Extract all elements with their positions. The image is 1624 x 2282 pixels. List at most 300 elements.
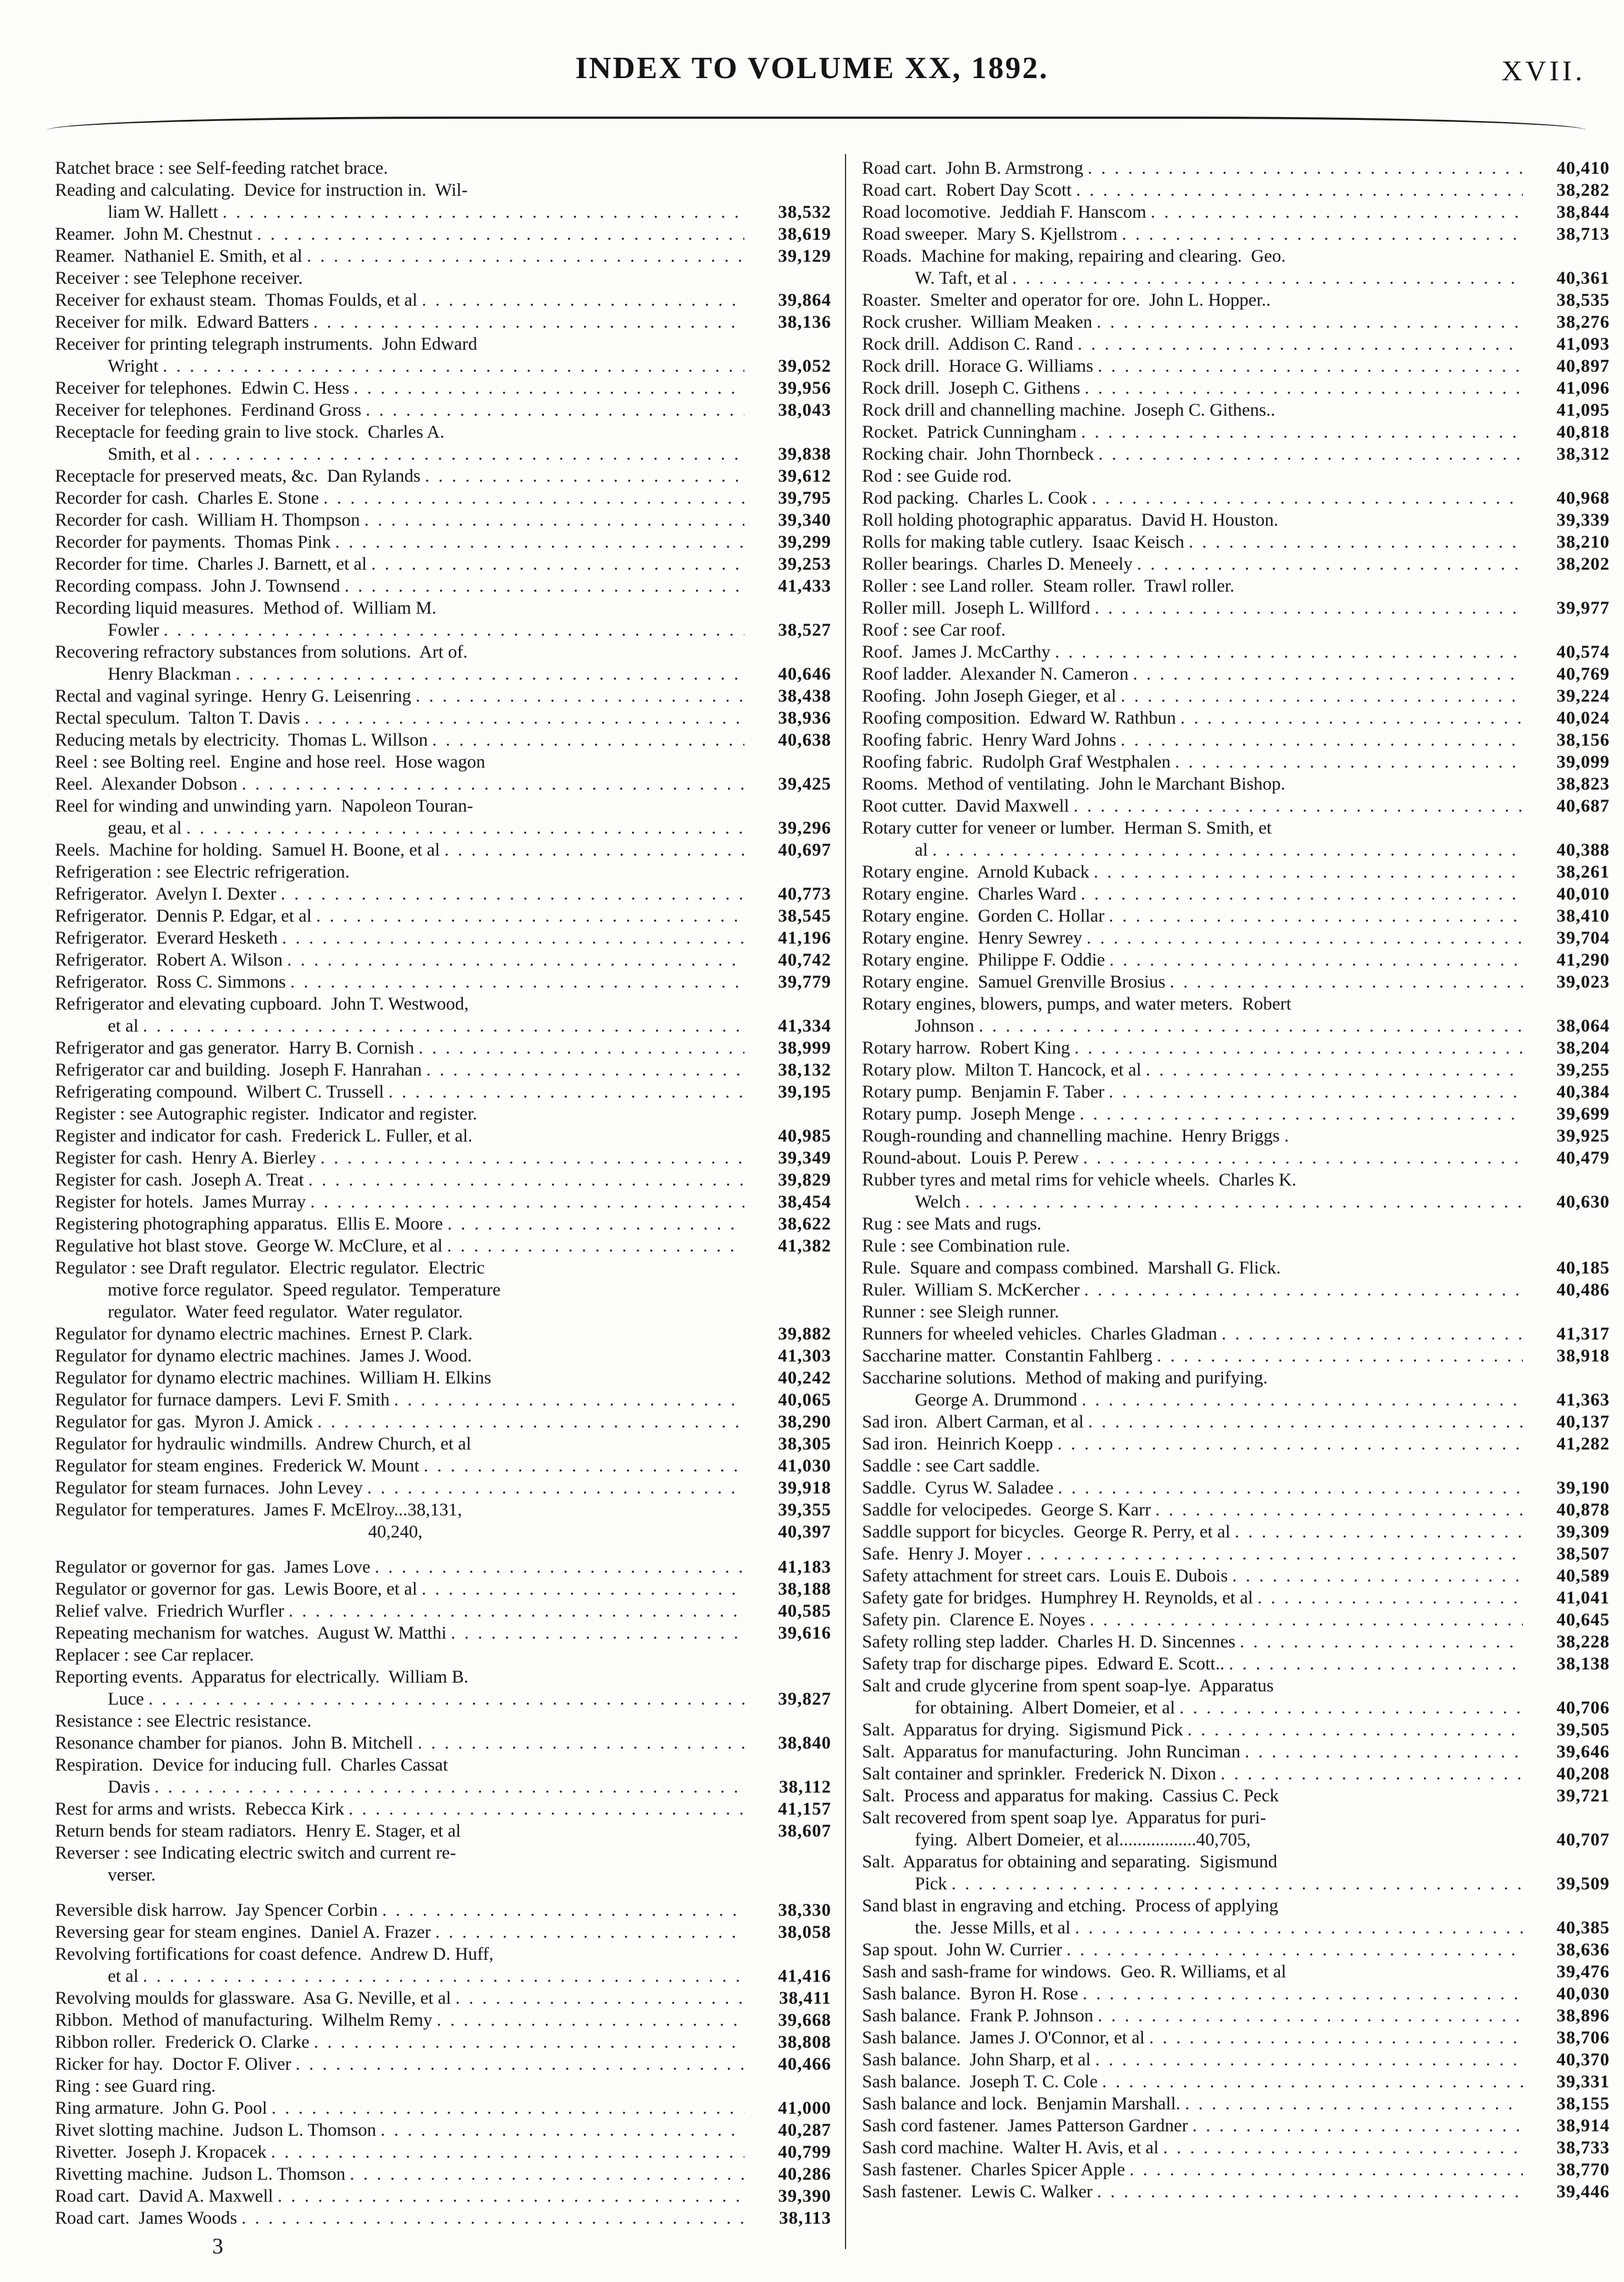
patent-number: 41,096: [1556, 378, 1610, 398]
dot-leader: [1228, 1565, 1523, 1587]
index-entry: [862, 509, 1610, 531]
dot-leader: [144, 1688, 744, 1710]
dot-leader: [1146, 201, 1523, 223]
patent-number: 40,630: [1556, 1192, 1610, 1212]
dot-leader: [1133, 553, 1523, 575]
patent-number: 40,799: [778, 2142, 831, 2162]
patent-number: 38,064: [1556, 1016, 1610, 1036]
index-entry: [55, 1666, 831, 1688]
dot-leader: [1170, 751, 1523, 773]
dot-leader: [443, 1235, 744, 1257]
patent-number: 39,476: [1556, 1962, 1610, 1982]
entry-text: Sash fastener. Lewis C. Walker: [862, 2182, 1093, 2202]
patent-number: 40,897: [1556, 356, 1610, 376]
index-entry: [862, 685, 1610, 707]
entry-text: Rolls for making table cutlery. Isaac Keisch: [862, 532, 1185, 552]
entry-text: Rocking chair. John Thornbeck: [862, 444, 1094, 464]
entry-text: the. Jesse Mills, et al: [915, 1918, 1071, 1938]
index-entry: [55, 1710, 831, 1732]
dot-leader: [1082, 927, 1523, 949]
dot-leader: [443, 1213, 744, 1235]
entry-text: fying. Albert Domeier, et al.................40,705,: [915, 1830, 1251, 1850]
dot-leader: [1083, 157, 1523, 179]
index-entry: [862, 729, 1610, 751]
dot-leader: [306, 1191, 744, 1213]
patent-number: 38,840: [778, 1733, 831, 1753]
dot-leader: [316, 1147, 744, 1169]
index-entry: [862, 1323, 1610, 1345]
dot-leader: [1051, 641, 1523, 663]
dot-leader: [1116, 685, 1523, 707]
dot-leader: [1080, 377, 1523, 399]
index-entry: [55, 157, 831, 179]
dot-leader: [363, 1477, 744, 1499]
entry-text: Rotary pump. Benjamin F. Taber: [862, 1082, 1104, 1102]
patent-number: 39,099: [1556, 752, 1610, 772]
entry-text: 40,240,: [368, 1522, 423, 1542]
dot-leader: [414, 1037, 744, 1059]
entry-text: Relief valve. Friedrich Wurfler: [55, 1601, 284, 1621]
dot-leader: [349, 377, 744, 399]
patent-number: 39,355: [778, 1500, 831, 1520]
dot-leader: [182, 817, 744, 839]
index-entry: [862, 597, 1610, 619]
patent-number: 39,829: [778, 1170, 831, 1190]
index-entry: [55, 1578, 831, 1600]
entry-text: Regulator for gas. Myron J. Amick: [55, 1412, 313, 1432]
dot-leader: [413, 1732, 744, 1754]
index-entry: [862, 2071, 1610, 2093]
index-entry: [862, 1807, 1610, 1829]
index-entry: [55, 1921, 831, 1943]
dot-leader: [1184, 531, 1523, 553]
index-entry: [862, 157, 1610, 179]
index-entry: [862, 1235, 1610, 1257]
index-entry: [862, 2005, 1610, 2027]
index-entry: [55, 993, 831, 1015]
entry-text: Register : see Autographic register. Indicator and register.: [55, 1104, 477, 1124]
entry-text: Road cart. David A. Maxwell: [55, 2186, 273, 2206]
entry-text: Roaster. Smelter and operator for ore. John L. Hopper..: [862, 290, 1271, 310]
patent-number: 39,646: [1556, 1742, 1610, 1762]
patent-number: 38,058: [778, 1922, 831, 1942]
entry-text: for obtaining. Albert Domeier, et al: [915, 1698, 1175, 1718]
index-entry: [55, 685, 831, 707]
dot-leader: [237, 773, 744, 795]
entry-text: Rotary engine. Charles Ward: [862, 884, 1076, 904]
dot-leader: [1085, 1609, 1523, 1631]
index-entry: [862, 773, 1610, 795]
patent-number: 38,770: [1556, 2160, 1610, 2180]
entry-text: et al: [108, 1966, 139, 1986]
patent-number: 38,619: [778, 224, 831, 244]
patent-number: 40,030: [1556, 1984, 1610, 2004]
patent-number: 39,838: [778, 444, 831, 464]
patent-number: 38,607: [778, 1821, 831, 1841]
index-entry: [55, 465, 831, 487]
patent-number: 41,282: [1556, 1434, 1610, 1454]
entry-text: Roof ladder. Alexander N. Cameron: [862, 664, 1129, 684]
dot-leader: [1098, 2071, 1523, 2093]
index-entry: [862, 1785, 1610, 1807]
index-entry: [55, 289, 831, 311]
dot-leader: [1080, 1279, 1523, 1301]
patent-number: 40,242: [778, 1368, 831, 1388]
index-entry: [862, 2049, 1610, 2071]
index-entry: [862, 1851, 1610, 1873]
entry-text: Ring armature. John G. Pool: [55, 2098, 267, 2118]
index-entry: [55, 2207, 831, 2229]
patent-number: 41,363: [1556, 1390, 1610, 1410]
dot-leader: [191, 443, 744, 465]
dot-leader: [1089, 861, 1523, 883]
dot-leader: [237, 2207, 744, 2229]
entry-text: Johnson: [915, 1016, 975, 1036]
index-entry: [862, 1433, 1610, 1455]
entry-text: Rule : see Combination rule.: [862, 1236, 1070, 1256]
patent-number: 40,137: [1556, 1412, 1610, 1432]
dot-leader: [309, 311, 744, 333]
dot-leader: [974, 1015, 1523, 1037]
patent-number: 40,024: [1556, 708, 1610, 728]
index-entry: [55, 201, 831, 223]
dot-leader: [1224, 1653, 1523, 1675]
patent-number: 38,228: [1556, 1632, 1610, 1652]
dot-leader: [1093, 355, 1523, 377]
index-entry: [862, 1389, 1610, 1411]
index-entry: [55, 2053, 831, 2075]
patent-number: 39,255: [1556, 1060, 1610, 1080]
patent-number: 41,183: [778, 1557, 831, 1577]
patent-number: 41,303: [778, 1346, 831, 1366]
index-entry: [862, 707, 1610, 729]
index-entry: [55, 1732, 831, 1754]
entry-text: Rotary pump. Joseph Menge: [862, 1104, 1075, 1124]
index-entry: [862, 751, 1610, 773]
entry-text: Sad iron. Albert Carman, et al: [862, 1412, 1084, 1432]
entry-text: Regulator : see Draft regulator. Electric regulator. Electric: [55, 1258, 485, 1278]
index-entry: [55, 1798, 831, 1820]
index-entry: [862, 355, 1610, 377]
entry-text: Reverser : see Indicating electric switch and current re-: [55, 1843, 456, 1863]
patent-number: 40,466: [778, 2054, 831, 2074]
entry-text: Rotary plow. Milton T. Hancock, et al: [862, 1060, 1142, 1080]
entry-text: Welch: [915, 1192, 961, 1212]
patent-number: 38,636: [1556, 1940, 1610, 1960]
index-entry: [55, 421, 831, 443]
patent-number: 41,041: [1556, 1588, 1610, 1608]
patent-number: 41,157: [778, 1799, 831, 1819]
dot-leader: [947, 1873, 1523, 1895]
patent-number: 40,385: [1556, 1918, 1610, 1938]
entry-text: Rock drill. Addison C. Rand: [862, 334, 1074, 354]
patent-number: 40,574: [1556, 642, 1610, 662]
patent-number: 40,486: [1556, 1280, 1610, 1300]
entry-text: Sash balance and lock. Benjamin Marshall.: [862, 2094, 1181, 2114]
index-entry: [862, 531, 1610, 553]
index-entry: [55, 773, 831, 795]
entry-text: Revolving moulds for glassware. Asa G. Neville, et al: [55, 1988, 451, 2008]
index-entry: [55, 311, 831, 333]
index-entry: [862, 1565, 1610, 1587]
entry-text: Saddle. Cyrus W. Saladee: [862, 1478, 1054, 1498]
patent-number: 40,638: [778, 730, 831, 750]
index-entry: [55, 817, 831, 839]
index-entry: [55, 2119, 831, 2141]
patent-number: 40,707: [1556, 1830, 1610, 1850]
patent-number: 39,509: [1556, 1874, 1610, 1894]
dot-leader: [300, 707, 744, 729]
entry-text: Pick: [915, 1874, 947, 1894]
entry-text: Roll holding photographic apparatus. David H. Houston.: [862, 510, 1279, 530]
patent-number: 38,204: [1556, 1038, 1610, 1058]
entry-text: Rocket. Patrick Cunningham: [862, 422, 1077, 442]
index-entry: [55, 333, 831, 355]
dot-leader: [1216, 1763, 1523, 1785]
dot-leader: [361, 399, 744, 421]
index-entry: [55, 707, 831, 729]
entry-text: Regulator or governor for gas. Lewis Boore, et al: [55, 1579, 417, 1599]
entry-text: Roofing. John Joseph Gieger, et al: [862, 686, 1117, 706]
entry-text: Road locomotive. Jeddiah F. Hanscom: [862, 202, 1147, 222]
index-entry: [55, 663, 831, 685]
entry-text: Reel for winding and unwinding yarn. Napoleon Touran-: [55, 796, 473, 816]
dot-leader: [344, 1798, 744, 1820]
patent-number: 39,023: [1556, 972, 1610, 992]
entry-text: Ribbon. Method of manufacturing. Wilhelm Remy: [55, 2010, 433, 2030]
entry-text: Regulator for steam furnaces. John Levey: [55, 1478, 363, 1498]
dot-leader: [231, 663, 744, 685]
patent-number: 38,138: [1556, 1654, 1610, 1674]
entry-text: Wright: [108, 356, 159, 376]
index-entry: [55, 1367, 831, 1389]
patent-number: 38,202: [1556, 554, 1610, 574]
index-entry: [862, 2137, 1610, 2159]
dot-leader: [218, 201, 744, 223]
index-entry: [55, 2009, 831, 2031]
index-entry: [55, 1556, 831, 1578]
dot-leader: [1092, 311, 1523, 333]
patent-number: 38,132: [778, 1060, 831, 1080]
patent-number: 38,043: [778, 400, 831, 420]
dot-leader: [312, 905, 744, 927]
dot-leader: [340, 575, 744, 597]
dot-leader: [1075, 1103, 1523, 1125]
entry-text: Reel : see Bolting reel. Engine and hose reel. Hose wagon: [55, 752, 485, 772]
entry-text: Recording compass. John J. Townsend: [55, 576, 340, 596]
entry-text: Rock drill. Horace G. Williams: [862, 356, 1093, 376]
dot-leader: [446, 1622, 744, 1644]
index-entry: [55, 1842, 831, 1864]
patent-number: 39,339: [1556, 510, 1610, 530]
patent-number: 39,977: [1556, 598, 1610, 618]
index-entry: [862, 465, 1610, 487]
index-entry: [55, 1081, 831, 1103]
patent-number: 39,721: [1556, 1786, 1610, 1806]
entry-text: W. Taft, et al: [915, 268, 1008, 288]
entry-text: Smith, et al: [108, 444, 191, 464]
index-entry: [862, 905, 1610, 927]
index-entry: [55, 377, 831, 399]
index-entry: [55, 839, 831, 861]
entry-text: Ricker for hay. Doctor F. Oliver: [55, 2054, 291, 2074]
page-number: XVII.: [1501, 56, 1586, 87]
patent-number: 40,397: [778, 1522, 831, 1542]
patent-number: 38,155: [1556, 2094, 1610, 2114]
entry-text: Davis: [108, 1777, 150, 1797]
entry-text: Sash balance. Byron H. Rose: [862, 1984, 1079, 2004]
index-entry: [55, 1987, 831, 2009]
entry-text: Rotary engine. Philippe F. Oddie: [862, 950, 1105, 970]
patent-number: 39,253: [778, 554, 831, 574]
dot-leader: [1090, 597, 1523, 619]
index-entry: [55, 509, 831, 531]
patent-number: 39,699: [1556, 1104, 1610, 1124]
index-entry: [862, 663, 1610, 685]
dot-leader: [421, 465, 744, 487]
patent-number: 40,769: [1556, 664, 1610, 684]
entry-text: Recovering refractory substances from solutions. Art of.: [55, 642, 468, 662]
index-entry: [862, 421, 1610, 443]
index-entry: [55, 1125, 831, 1147]
patent-number: 39,129: [778, 246, 831, 266]
index-entry: [862, 1917, 1610, 1939]
patent-number: 38,896: [1556, 2006, 1610, 2026]
patent-number: 41,030: [778, 1456, 831, 1476]
entry-text: Rug : see Mats and rugs.: [862, 1214, 1042, 1234]
patent-number: 41,095: [1556, 400, 1610, 420]
index-entry: [55, 1899, 831, 1921]
patent-number: 38,914: [1556, 2116, 1610, 2136]
patent-number: 41,433: [778, 576, 831, 596]
entry-text: Rotary engine. Gorden C. Hollar: [862, 906, 1104, 926]
entry-text: Fowler: [108, 620, 159, 640]
dot-leader: [1118, 223, 1523, 245]
dot-leader: [1230, 1521, 1523, 1543]
entry-text: Receiver : see Telephone receiver.: [55, 268, 303, 288]
dot-leader: [1152, 1345, 1523, 1367]
entry-text: Rest for arms and wrists. Rebecca Kirk: [55, 1799, 345, 1819]
patent-number: 39,779: [778, 972, 831, 992]
index-entry: [862, 223, 1610, 245]
patent-number: 38,527: [778, 620, 831, 640]
index-entry: [862, 2181, 1610, 2203]
entry-text: Rotary engines, blowers, pumps, and water meters. Robert: [862, 994, 1291, 1014]
index-entry: [862, 641, 1610, 663]
index-entry: [55, 1820, 831, 1842]
index-entry: [55, 1455, 831, 1477]
dot-leader: [376, 2119, 744, 2141]
index-entry: [55, 641, 831, 663]
dot-leader: [411, 685, 744, 707]
index-entry: [55, 1688, 831, 1710]
dot-leader: [1145, 2027, 1523, 2049]
patent-number: 38,438: [778, 686, 831, 706]
index-entry: [862, 1543, 1610, 1565]
index-entry: [862, 1829, 1610, 1851]
dot-leader: [1176, 707, 1523, 729]
entry-text: Reporting events. Apparatus for electrically. William B.: [55, 1667, 468, 1687]
dot-leader: [313, 1411, 744, 1433]
entry-text: Receiver for telephones. Edwin C. Hess: [55, 378, 350, 398]
patent-number: 38,936: [778, 708, 831, 728]
entry-text: Receiver for milk. Edward Batters: [55, 312, 309, 332]
entry-text: Reamer. John M. Chestnut: [55, 224, 253, 244]
index-entry: [55, 1477, 831, 1499]
index-entry: [55, 2163, 831, 2185]
patent-number: 40,697: [778, 840, 831, 860]
index-entry: [862, 1961, 1610, 1983]
index-entry: [55, 949, 831, 971]
entry-text: Ring : see Guard ring.: [55, 2076, 216, 2096]
index-entry: [55, 1169, 831, 1191]
patent-number: 39,612: [778, 466, 831, 486]
dot-leader: [1053, 1477, 1523, 1499]
index-entry: [862, 949, 1610, 971]
patent-number: 39,918: [778, 1478, 831, 1498]
index-entry: [862, 1741, 1610, 1763]
entry-text: Rock crusher. William Meaken: [862, 312, 1092, 332]
dot-leader: [1151, 1499, 1523, 1521]
patent-number: 38,305: [778, 1434, 831, 1454]
patent-number: 40,388: [1556, 840, 1610, 860]
entry-text: Henry Blackman: [108, 664, 231, 684]
patent-number: 39,340: [778, 510, 831, 530]
entry-text: Road cart. Robert Day Scott: [862, 180, 1072, 200]
dot-leader: [278, 927, 744, 949]
entry-text: Register for hotels. James Murray: [55, 1192, 306, 1212]
dot-leader: [150, 1776, 744, 1798]
index-entry: [862, 443, 1610, 465]
dot-leader: [1105, 949, 1523, 971]
entry-text: Saccharine solutions. Method of making and purifying.: [862, 1368, 1268, 1388]
patent-number: 41,093: [1556, 334, 1610, 354]
dot-leader: [1094, 443, 1523, 465]
entry-text: Safe. Henry J. Moyer: [862, 1544, 1023, 1564]
index-entry: [862, 1939, 1610, 1961]
index-entry: [862, 1873, 1610, 1895]
index-entry: [862, 1213, 1610, 1235]
entry-text: Salt. Apparatus for drying. Sigismund Pick: [862, 1720, 1183, 1740]
dot-leader: [331, 531, 744, 553]
entry-text: Root cutter. David Maxwell: [862, 796, 1069, 816]
patent-number: 38,261: [1556, 862, 1610, 882]
dot-leader: [1240, 1741, 1523, 1763]
entry-text: Reel. Alexander Dobson: [55, 774, 237, 794]
entry-text: Regulator for temperatures. James F. McElroy...38,131,: [55, 1500, 462, 1520]
patent-number: 38,188: [778, 1579, 831, 1599]
index-entry: [862, 1587, 1610, 1609]
dot-leader: [1175, 1697, 1523, 1719]
entry-text: Safety rolling step ladder. Charles H. D. Sincennes: [862, 1632, 1236, 1652]
entry-text: Resonance chamber for pianos. John B. Mitchell: [55, 1733, 413, 1753]
index-entry: [55, 1015, 831, 1037]
patent-number: 40,706: [1556, 1698, 1610, 1718]
patent-number: 38,410: [1556, 906, 1610, 926]
index-entry: [55, 1323, 831, 1345]
dot-leader: [283, 949, 744, 971]
index-entry: [55, 1864, 831, 1886]
index-entry: [55, 531, 831, 553]
index-entry: [862, 1059, 1610, 1081]
patent-number: 39,190: [1556, 1478, 1610, 1498]
entry-text: Return bends for steam radiators. Henry E. Stager, et al: [55, 1821, 461, 1841]
entry-text: Regulative hot blast stove. George W. McClure, et al: [55, 1236, 443, 1256]
index-entry: [55, 1059, 831, 1081]
entry-text: Regulator for dynamo electric machines. James J. Wood.: [55, 1346, 472, 1366]
index-entry: [862, 377, 1610, 399]
entry-text: Rivetting machine. Judson L. Thomson: [55, 2164, 346, 2184]
